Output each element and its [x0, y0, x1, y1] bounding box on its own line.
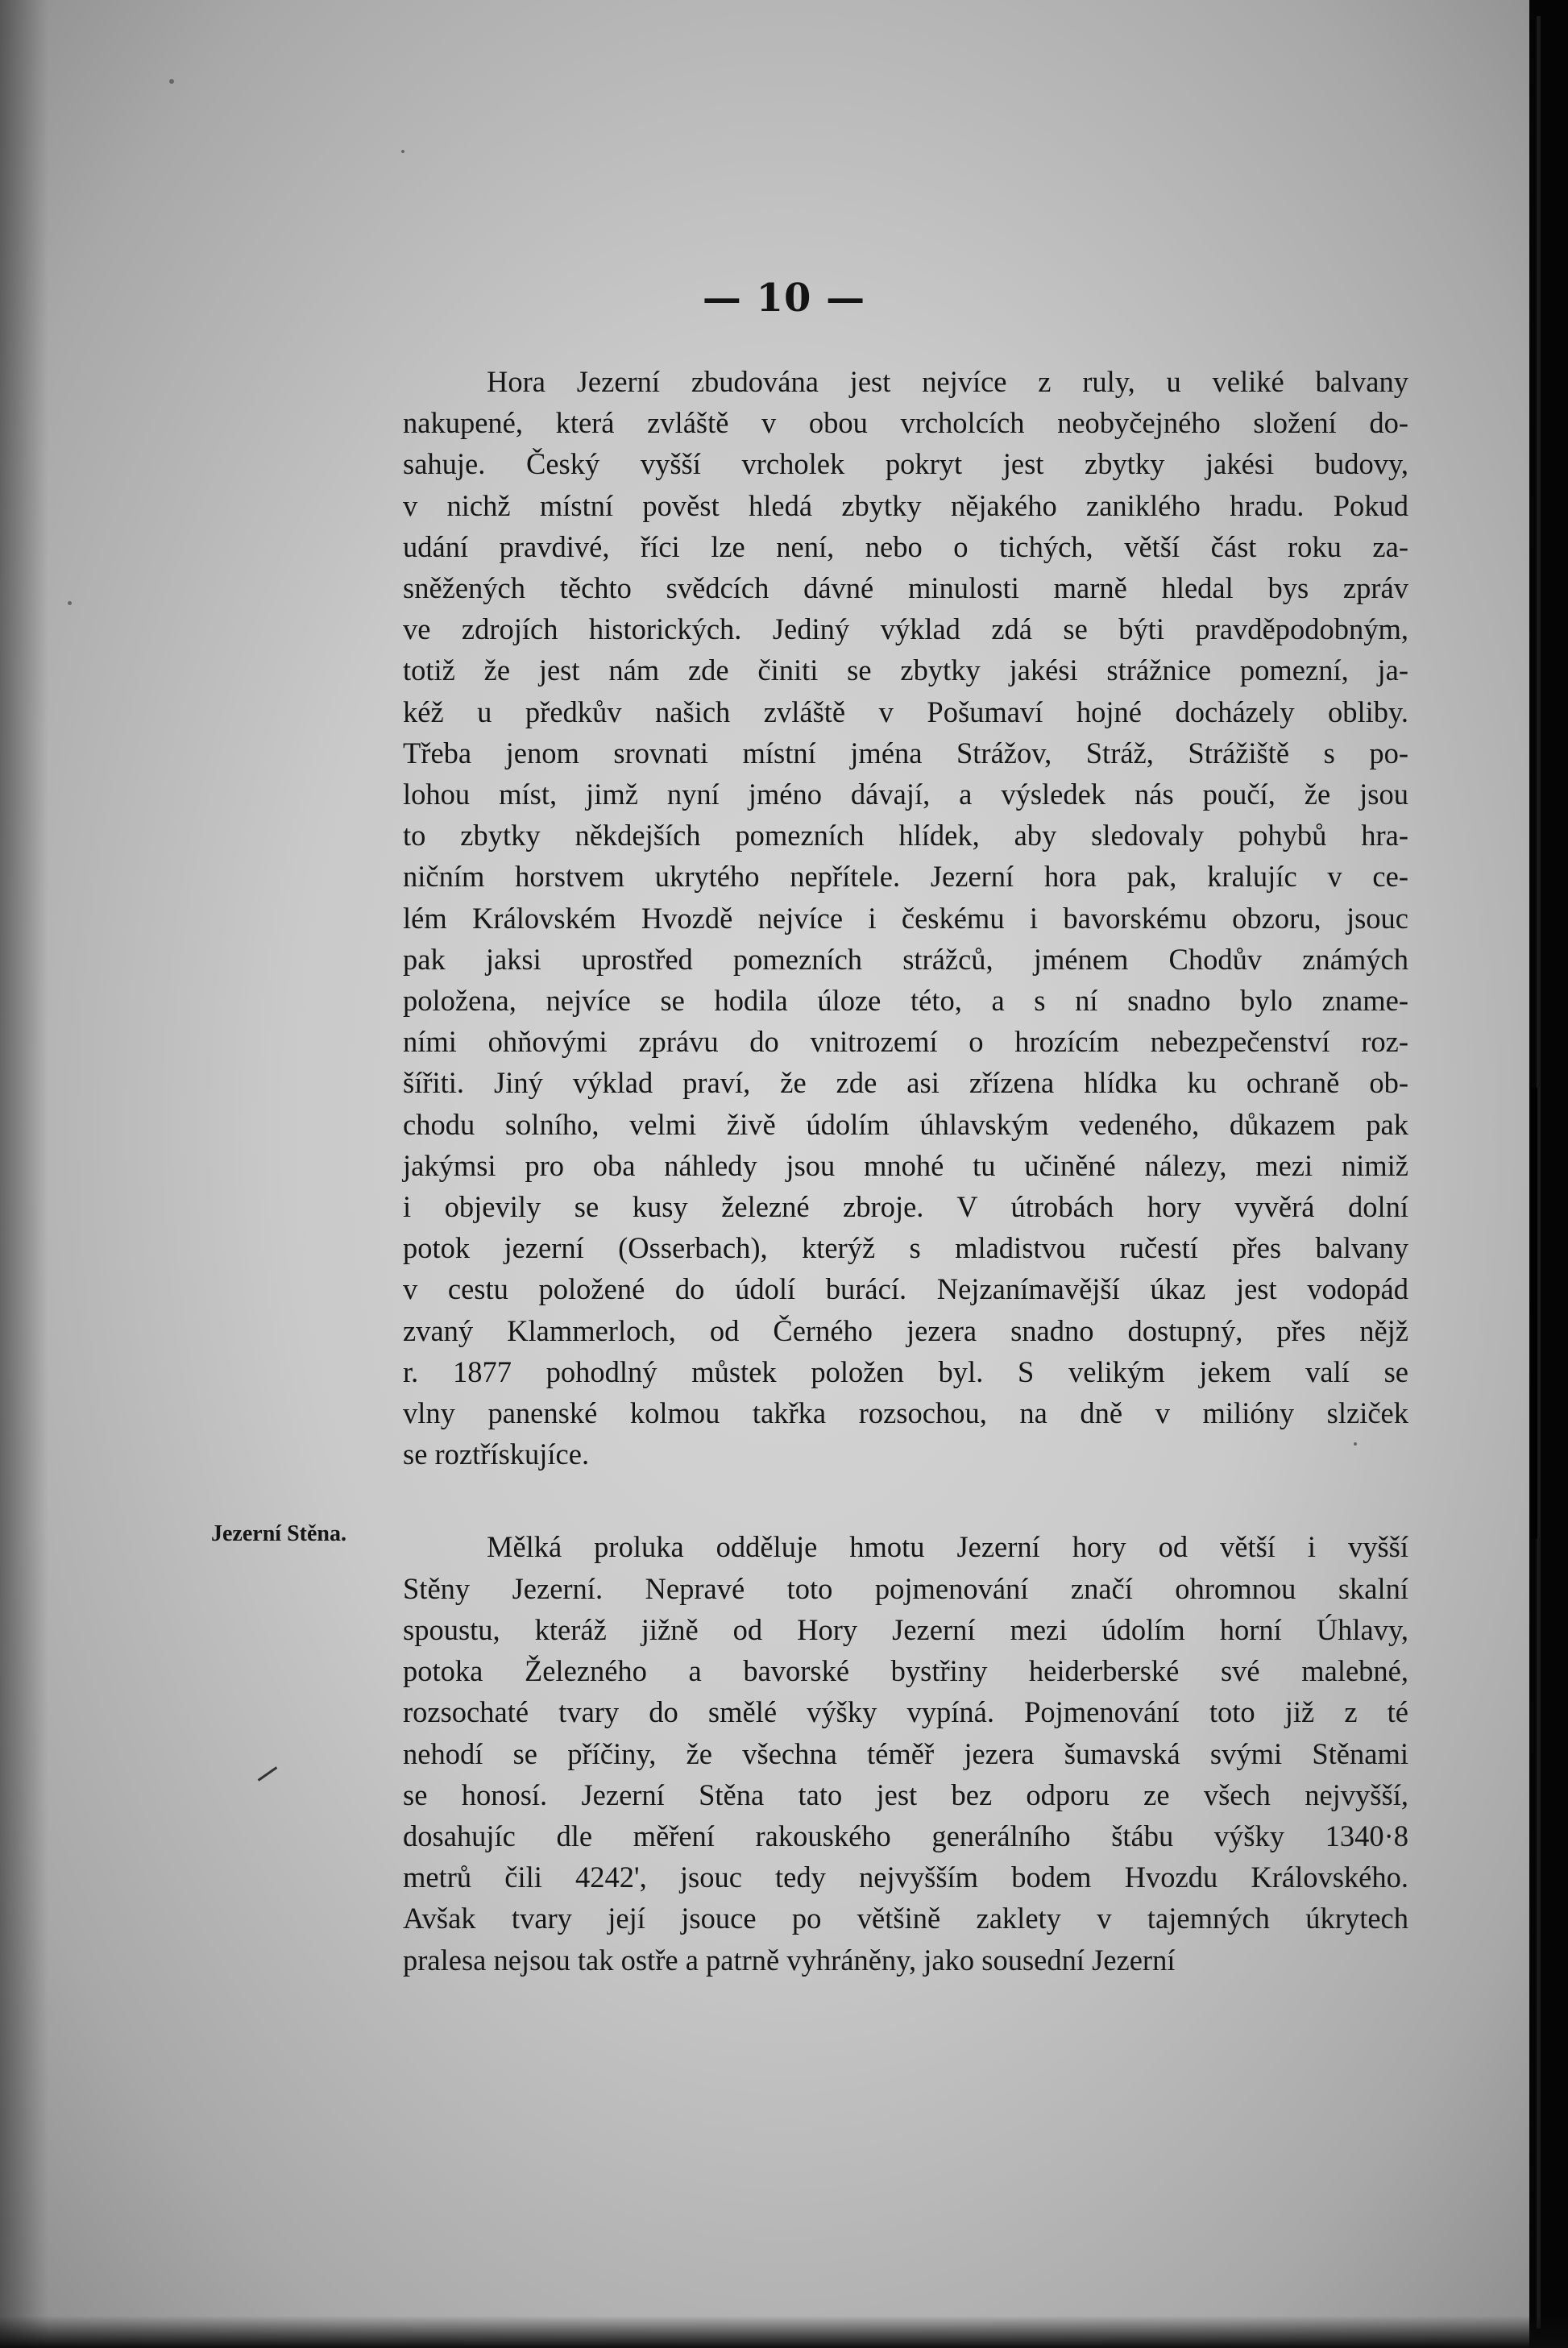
- text-line: potoka Železného a bavorské bystřiny heiderberské své malebné,: [403, 1654, 1408, 1688]
- margin-note: Jezerní Stěna.: [211, 1521, 346, 1546]
- text-line: jakýmsi pro oba náhledy jsou mnohé tu učiněné nálezy, mezi nimiž: [403, 1148, 1408, 1182]
- text-line: r. 1877 pohodlný můstek položen byl. S velikým jekem valí se: [403, 1354, 1408, 1388]
- paragraph: [403, 1526, 1408, 1980]
- text-line: chodu solního, velmi živě údolím úhlavským vedeného, důkazem pak: [403, 1107, 1408, 1141]
- text-line: potok jezerní (Osserbach), kterýž s mladistvou ručestí přes balvany: [403, 1231, 1408, 1265]
- text-line: i objevily se kusy železné zbroje. V útrobách hory vyvěrá dolní: [403, 1190, 1408, 1224]
- text-line: kéž u předkův našich zvláště v Pošumaví hojné docházely obliby.: [403, 695, 1408, 728]
- paragraph: [403, 361, 1408, 1475]
- page-binding-bar: [1531, 1088, 1537, 1539]
- text-line: Mělká proluka odděluje hmotu Jezerní hory od větší i vyšší: [487, 1530, 1408, 1564]
- page-bottom-shadow: [0, 2316, 1568, 2348]
- scan-speck: [401, 150, 404, 153]
- text-line: pralesa nejsou tak ostře a patrně vyhráněny, jako sousední Jezerní: [403, 1943, 1176, 1977]
- text-line: pak jaksi uprostřed pomezních strážců, jménem Chodův známých: [403, 942, 1408, 976]
- page-number: — 10 —: [702, 276, 866, 321]
- text-line: spoustu, kteráž jižně od Hory Jezerní mezi údolím horní Úhlavy,: [403, 1612, 1408, 1646]
- text-line: lohou míst, jimž nyní jméno dávají, a výsledek nás poučí, že jsou: [403, 778, 1408, 811]
- text-line: se roztřískujíce.: [403, 1437, 590, 1471]
- text-line: nehodí se příčiny, že všechna téměř jezera šumavská svými Stěnami: [403, 1736, 1408, 1770]
- text-line: ničním horstvem ukrytého nepřítele. Jezerní hora pak, kralujíc v ce-: [403, 860, 1408, 894]
- pencil-mark: [258, 1766, 278, 1782]
- text-line: rozsochaté tvary do smělé výšky vypíná. Pojmenování toto již z té: [403, 1695, 1408, 1729]
- text-line: v nichž místní pověst hledá zbytky nějakého zaniklého hradu. Pokud: [403, 488, 1408, 522]
- text-line: Hora Jezerní zbudována jest nejvíce z ruly, u veliké balvany: [487, 365, 1408, 398]
- text-line: šířiti. Jiný výklad praví, že zde asi zřízena hlídka ku ochraně ob-: [403, 1066, 1408, 1100]
- text-line: v cestu položené do údolí burácí. Nejzanímavější úkaz jest vodopád: [403, 1272, 1408, 1306]
- text-line: to zbytky někdejších pomezních hlídek, aby sledovaly pohybů hra-: [403, 819, 1408, 852]
- text-line: Třeba jenom srovnati místní jména Strážov, Stráž, Strážiště s po-: [403, 736, 1408, 770]
- text-line: sněžených těchto svědcích dávné minulosti marně hledal bys zpráv: [403, 571, 1408, 605]
- text-line: sahuje. Český vyšší vrcholek pokryt jest zbytky jakési budovy,: [403, 447, 1408, 481]
- text-line: totiž že jest nám zde činiti se zbytky jakési strážnice pomezní, ja-: [403, 653, 1408, 687]
- scan-speck: [68, 601, 72, 605]
- text-line: Stěny Jezerní. Nepravé toto pojmenování značí ohromnou skalní: [403, 1571, 1408, 1605]
- page-left-shadow: [0, 0, 48, 2348]
- text-line: dosahujíc dle měření rakouského generálního štábu výšky 1340·8: [403, 1819, 1408, 1852]
- text-line: nakupené, která zvláště v obou vrcholcích neobyčejného složení do-: [403, 406, 1408, 440]
- text-line: lém Královském Hvozdě nejvíce i českému i bavorskému obzoru, jsouc: [403, 901, 1408, 935]
- text-line: vlny panenské kolmou takřka rozsochou, na dně v milióny slziček: [403, 1396, 1408, 1430]
- scan-speck: [169, 79, 174, 84]
- body-text: [403, 361, 1408, 1981]
- text-line: se honosí. Jezerní Stěna tato jest bez odporu ze všech nejvyšší,: [403, 1778, 1408, 1811]
- text-line: položena, nejvíce se hodila úloze této, a s ní snadno bylo zname-: [403, 984, 1408, 1018]
- text-line: udání pravdivé, říci lze není, nebo o tichých, větší část roku za-: [403, 529, 1408, 563]
- text-line: ve zdrojích historických. Jediný výklad zdá se býti pravděpodobným,: [403, 612, 1408, 646]
- text-line: Avšak tvary její jsouce po většině zaklety v tajemných úkrytech: [403, 1902, 1408, 1935]
- text-line: ními ohňovými zprávu do vnitrozemí o hrozícím nebezpečenství roz-: [403, 1025, 1408, 1059]
- text-line: metrů čili 4242', jsouc tedy nejvyšším bodem Hvozdu Královského.: [403, 1861, 1408, 1894]
- text-line: zvaný Klammerloch, od Černého jezera snadno dostupný, přes nějž: [403, 1313, 1408, 1347]
